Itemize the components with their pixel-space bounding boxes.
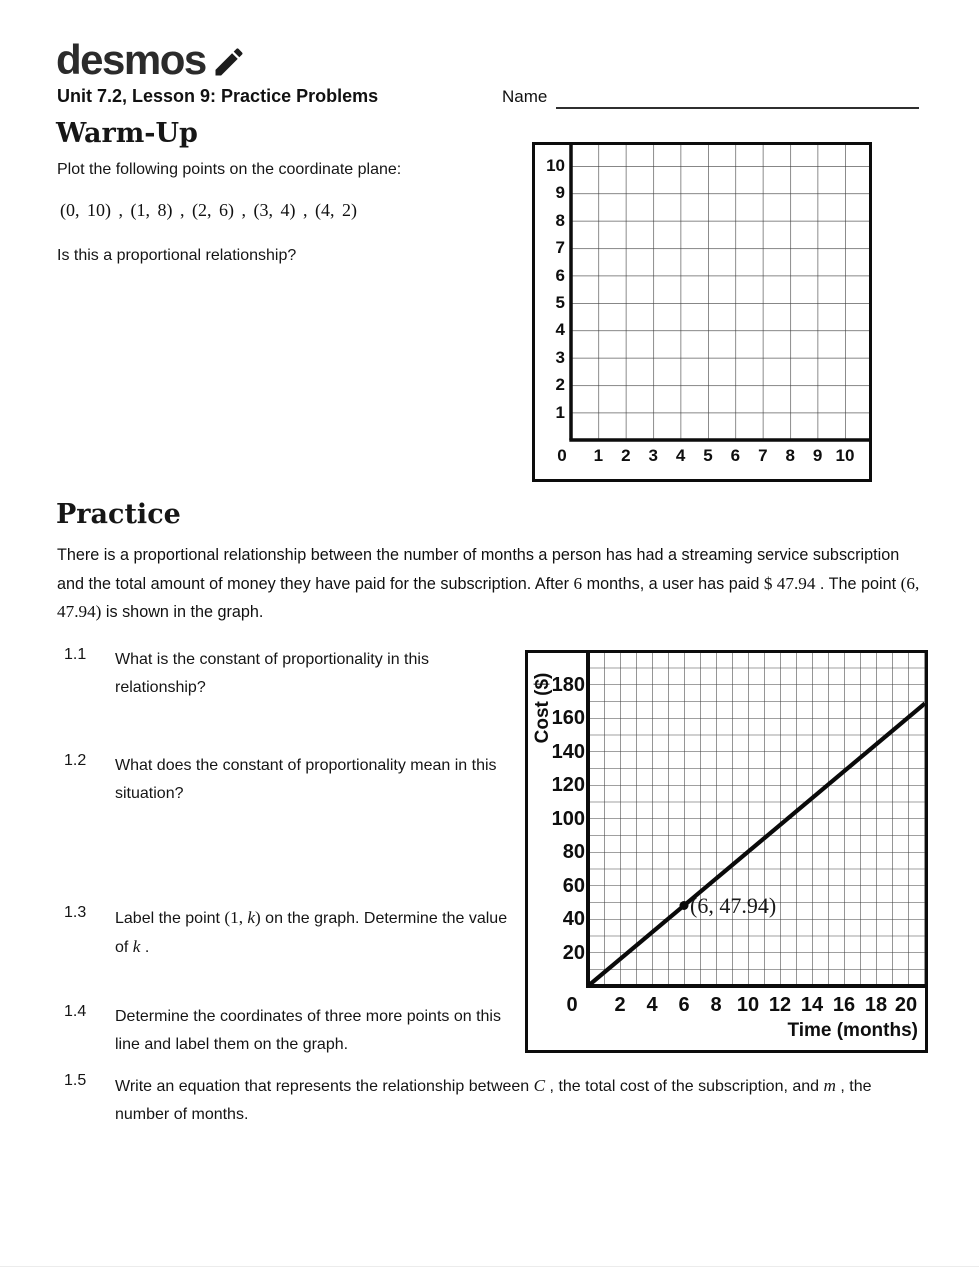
y-tick: 160 — [551, 707, 585, 729]
point-label: (6, 47.94) — [690, 893, 777, 918]
x-tick: 16 — [832, 994, 856, 1016]
x-tick: 0 — [557, 446, 567, 465]
x-tick: 4 — [675, 446, 686, 465]
warmup-coordinate-grid — [532, 142, 872, 482]
intro-text: . The point — [815, 574, 901, 593]
question-number: 1.1 — [64, 646, 87, 663]
question-segment: Write an equation that represents the relationship between — [115, 1078, 534, 1095]
y-tick: 4 — [555, 320, 565, 340]
question-segment: What does the constant of proportionality mean in this situation? — [115, 757, 497, 802]
x-axis-label: Time (months) — [787, 1020, 918, 1041]
name-label: Name — [502, 87, 548, 106]
y-tick: 6 — [555, 265, 565, 285]
x-tick: 9 — [812, 446, 823, 465]
y-tick: 100 — [551, 807, 585, 830]
x-tick: 3 — [648, 446, 658, 465]
y-tick: 10 — [546, 156, 565, 175]
question-segment: . — [140, 938, 150, 956]
x-tick: 1 — [593, 446, 604, 465]
grid-area — [588, 653, 925, 986]
x-tick: 7 — [758, 446, 768, 465]
x-tick: 2 — [614, 994, 626, 1016]
x-tick: 6 — [678, 994, 690, 1016]
y-tick: 140 — [551, 740, 585, 763]
x-tick: 4 — [646, 994, 658, 1016]
pencil-icon — [211, 44, 247, 80]
y-tick: 2 — [555, 375, 565, 395]
question-segment: Determine the coordinates of three more points on this line and label them on the graph. — [115, 1008, 501, 1053]
question-segment: on the graph. Determine the value of — [115, 910, 508, 956]
y-tick: 80 — [562, 841, 585, 863]
x-tick: 0 — [566, 994, 578, 1016]
intro-text: months, a user has paid — [582, 574, 764, 593]
question-text — [115, 752, 519, 807]
question-text — [115, 1003, 519, 1058]
x-tick: 10 — [736, 994, 760, 1016]
x-tick: 8 — [785, 446, 795, 465]
y-tick: 40 — [562, 908, 585, 930]
name-blank-line — [556, 107, 919, 109]
question-number: 1.5 — [64, 1072, 87, 1089]
y-tick: 3 — [555, 347, 565, 367]
y-axis-label: Cost ($) — [532, 672, 553, 744]
intro-math: 6 — [573, 573, 583, 593]
practice-intro — [57, 542, 925, 627]
cost-time-graph — [525, 650, 928, 1053]
document-title: Unit 7.2, Lesson 9: Practice Problems — [57, 86, 379, 106]
x-tick: 5 — [703, 446, 713, 465]
warmup-grid-plot — [535, 145, 869, 479]
question-number: 1.3 — [64, 904, 87, 921]
warmup-instruction: Plot the following points on the coordinate plane: — [57, 161, 402, 178]
cost-time-plot — [528, 653, 925, 1050]
y-tick: 7 — [555, 238, 565, 258]
question-variable: k — [247, 908, 255, 927]
question-segment: , the number of months. — [115, 1078, 872, 1123]
question-segment: Label the point — [115, 910, 225, 927]
question-math: ) — [254, 908, 261, 927]
warmup-question: Is this a proportional relationship? — [57, 247, 297, 264]
grid-area — [571, 145, 869, 440]
question-number: 1.2 — [64, 752, 87, 769]
y-tick: 120 — [551, 774, 585, 796]
x-tick: 6 — [730, 446, 741, 465]
desmos-logo: desmos — [56, 36, 206, 83]
y-tick: 9 — [555, 183, 565, 203]
y-tick: 20 — [562, 941, 585, 964]
question-math: (1, — [224, 908, 248, 927]
question-segment: What is the constant of proportionality in this relationship? — [115, 651, 429, 696]
question-variable: m — [823, 1076, 836, 1095]
question-segment: , the total cost of the subscription, and — [545, 1078, 824, 1095]
warmup-points-list: (0, 10) , (1, 8) , (2, 6) , (3, 4) , (4, 2) — [60, 200, 357, 220]
intro-math: $ 47.94 — [763, 573, 816, 593]
x-tick: 12 — [768, 994, 792, 1016]
question-text — [115, 1072, 927, 1128]
y-tick: 180 — [551, 673, 585, 696]
y-tick: 5 — [555, 293, 565, 312]
practice-heading: Practice — [56, 499, 181, 530]
intro-text: There is a proportional relationship between the number of months a person has had a streaming service subscription and the total amount of money they have paid for the subscription. After — [57, 546, 900, 593]
intro-text: is shown in the graph. — [101, 603, 264, 622]
warmup-heading: Warm-Up — [56, 118, 198, 149]
question-variable: k — [132, 936, 141, 956]
x-tick: 2 — [621, 446, 631, 465]
y-tick: 1 — [555, 402, 565, 422]
question-variable: C — [533, 1076, 546, 1095]
question-text — [115, 646, 519, 701]
x-tick: 8 — [710, 994, 722, 1016]
x-tick: 18 — [864, 994, 888, 1016]
x-tick: 10 — [835, 446, 855, 465]
y-tick: 60 — [562, 874, 585, 897]
x-tick: 14 — [800, 994, 824, 1016]
labeled-point-dot — [680, 901, 689, 910]
intro-math: (6, 47.94) — [57, 573, 920, 622]
question-text — [115, 904, 519, 961]
x-tick: 20 — [894, 994, 918, 1016]
question-number: 1.4 — [64, 1003, 87, 1020]
y-tick: 8 — [555, 210, 565, 230]
